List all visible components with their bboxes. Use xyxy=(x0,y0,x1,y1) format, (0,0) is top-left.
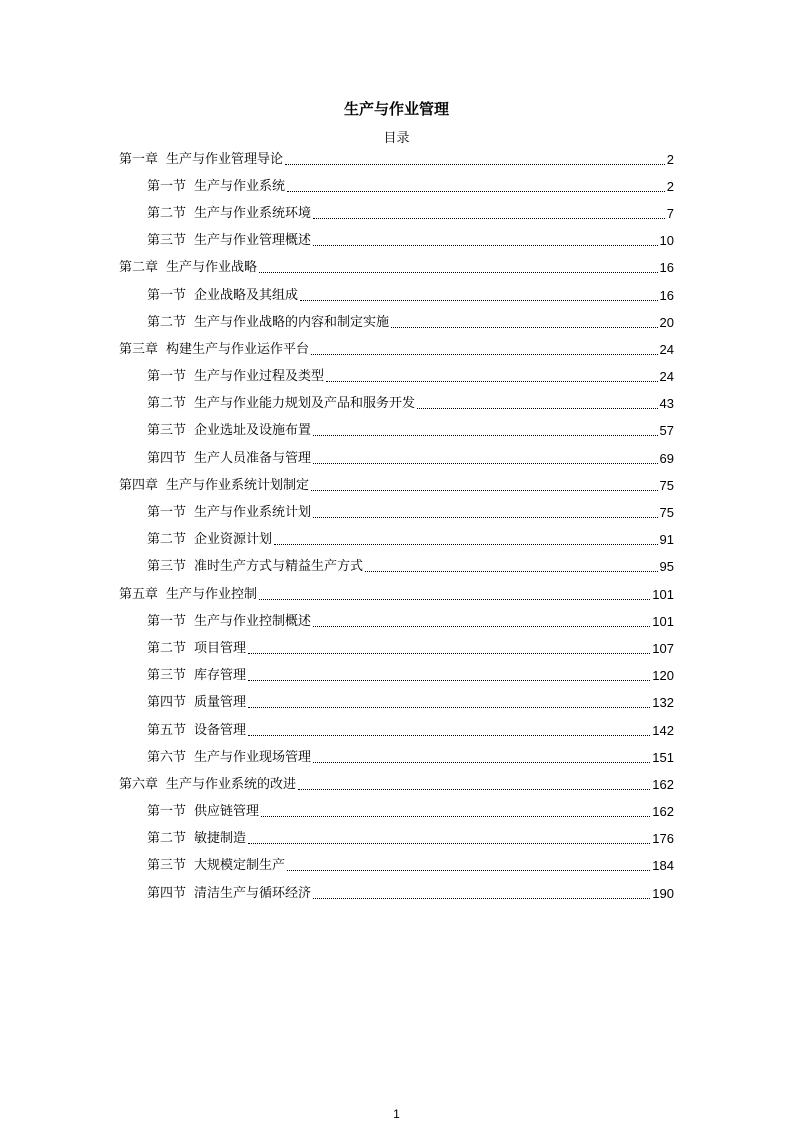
toc-entry-number: 第五节 xyxy=(147,722,187,738)
toc-entry-page: 162 xyxy=(652,804,674,820)
toc-entry-page: 91 xyxy=(659,532,674,548)
toc-section-entry[interactable] xyxy=(119,391,674,418)
toc-section-entry[interactable] xyxy=(119,445,674,472)
toc-entry-label: 生产与作业管理导论 xyxy=(166,151,284,167)
toc-entry-number: 第三章 xyxy=(119,341,159,357)
toc-dot-leader xyxy=(287,869,650,871)
toc-entry-page: 24 xyxy=(659,341,674,357)
toc-entry-page: 120 xyxy=(652,668,674,684)
toc-section-entry[interactable] xyxy=(119,228,674,255)
toc-section-entry[interactable] xyxy=(119,554,674,581)
toc-entry-page: 151 xyxy=(652,749,674,765)
toc-dot-leader xyxy=(311,489,658,491)
toc-entry-page: 16 xyxy=(659,287,674,303)
document-title: 生产与作业管理 xyxy=(343,100,449,118)
toc-entry-label: 库存管理 xyxy=(194,668,247,684)
toc-entry-page: 162 xyxy=(652,776,674,792)
toc-entry-number: 第一节 xyxy=(147,613,187,629)
toc-section-entry[interactable] xyxy=(119,527,674,554)
toc-section-entry[interactable] xyxy=(119,744,674,771)
toc-dot-leader xyxy=(313,761,650,763)
toc-section-entry[interactable] xyxy=(119,200,674,227)
toc-section-entry[interactable] xyxy=(119,282,674,309)
toc-entry-page: 132 xyxy=(652,695,674,711)
toc-entry-page: 16 xyxy=(659,260,674,276)
toc-entry-page: 75 xyxy=(659,505,674,521)
toc-section-entry[interactable] xyxy=(119,635,674,662)
toc-dot-leader xyxy=(259,271,658,273)
toc-entry-page: 20 xyxy=(659,314,674,330)
toc-entry-number: 第一节 xyxy=(147,804,187,820)
toc-entry-number: 第二节 xyxy=(147,205,187,221)
toc-dot-leader xyxy=(285,163,665,165)
toc-entry-page: 184 xyxy=(652,858,674,874)
toc-dot-leader xyxy=(313,217,665,219)
toc-entry-number: 第三节 xyxy=(147,858,187,874)
toc-entry-label: 质量管理 xyxy=(194,695,247,711)
toc-chapter-entry[interactable] xyxy=(119,581,674,608)
toc-entry-page: 176 xyxy=(652,831,674,847)
toc-dot-leader xyxy=(326,380,658,382)
toc-entry-number: 第四章 xyxy=(119,477,159,493)
toc-dot-leader xyxy=(298,788,650,790)
toc-section-entry[interactable] xyxy=(119,826,674,853)
toc-entry-number: 第二节 xyxy=(147,831,187,847)
toc-dot-leader xyxy=(313,516,658,518)
toc-entry-number: 第六章 xyxy=(119,776,159,792)
page-number: 1 xyxy=(393,1107,400,1121)
toc-entry-page: 2 xyxy=(666,151,674,167)
toc-entry-number: 第三节 xyxy=(147,559,187,575)
toc-section-entry[interactable] xyxy=(119,717,674,744)
toc-entry-number: 第一节 xyxy=(147,178,187,194)
toc-entry-number: 第四节 xyxy=(147,695,187,711)
toc-entry-label: 生产与作业控制 xyxy=(166,586,258,602)
toc-entry-label: 构建生产与作业运作平台 xyxy=(166,341,310,357)
toc-entry-label: 生产与作业管理概述 xyxy=(194,233,312,249)
toc-chapter-entry[interactable] xyxy=(119,336,674,363)
toc-entry-number: 第一节 xyxy=(147,505,187,521)
table-of-contents xyxy=(119,146,674,907)
toc-entry-page: 101 xyxy=(652,613,674,629)
toc-entry-page: 57 xyxy=(659,423,674,439)
toc-entry-label: 生产与作业控制概述 xyxy=(194,613,312,629)
toc-dot-leader xyxy=(313,625,650,627)
toc-chapter-entry[interactable] xyxy=(119,255,674,282)
toc-entry-label: 生产与作业现场管理 xyxy=(194,749,312,765)
toc-entry-number: 第三节 xyxy=(147,423,187,439)
toc-entry-label: 生产与作业过程及类型 xyxy=(194,369,325,385)
toc-dot-leader xyxy=(311,353,658,355)
toc-entry-number: 第六节 xyxy=(147,749,187,765)
toc-entry-number: 第二节 xyxy=(147,314,187,330)
toc-entry-number: 第三节 xyxy=(147,668,187,684)
toc-entry-page: 101 xyxy=(652,586,674,602)
toc-entry-number: 第一节 xyxy=(147,287,187,303)
toc-entry-label: 企业选址及设施布置 xyxy=(194,423,312,439)
toc-entry-page: 95 xyxy=(659,559,674,575)
toc-entry-label: 生产与作业战略的内容和制定实施 xyxy=(194,314,390,330)
toc-section-entry[interactable] xyxy=(119,663,674,690)
toc-entry-number: 第一节 xyxy=(147,369,187,385)
toc-dot-leader xyxy=(248,842,650,844)
toc-entry-page: 142 xyxy=(652,722,674,738)
toc-dot-leader xyxy=(248,652,650,654)
toc-section-entry[interactable] xyxy=(119,418,674,445)
toc-entry-label: 供应链管理 xyxy=(194,804,260,820)
toc-entry-page: 190 xyxy=(652,885,674,901)
toc-entry-label: 生产与作业能力规划及产品和服务开发 xyxy=(194,396,416,412)
toc-entry-number: 第三节 xyxy=(147,233,187,249)
toc-dot-leader xyxy=(248,706,650,708)
toc-section-entry[interactable] xyxy=(119,364,674,391)
toc-chapter-entry[interactable] xyxy=(119,146,674,173)
toc-section-entry[interactable] xyxy=(119,309,674,336)
toc-dot-leader xyxy=(248,679,650,681)
toc-dot-leader xyxy=(365,570,658,572)
toc-entry-page: 10 xyxy=(659,233,674,249)
toc-entry-label: 生产与作业系统的改进 xyxy=(166,776,297,792)
toc-section-entry[interactable] xyxy=(119,608,674,635)
toc-entry-page: 2 xyxy=(666,178,674,194)
toc-entry-page: 24 xyxy=(659,369,674,385)
toc-dot-leader xyxy=(300,299,658,301)
toc-entry-page: 43 xyxy=(659,396,674,412)
toc-entry-number: 第二节 xyxy=(147,640,187,656)
toc-dot-leader xyxy=(261,815,650,817)
toc-entry-number: 第二节 xyxy=(147,532,187,548)
toc-dot-leader xyxy=(248,734,650,736)
toc-entry-label: 生产与作业战略 xyxy=(166,260,258,276)
toc-chapter-entry[interactable] xyxy=(119,472,674,499)
toc-dot-leader xyxy=(259,598,650,600)
toc-dot-leader xyxy=(313,462,658,464)
toc-dot-leader xyxy=(313,244,658,246)
toc-entry-label: 生产与作业系统计划制定 xyxy=(166,477,310,493)
toc-section-entry[interactable] xyxy=(119,853,674,880)
toc-entry-label: 生产与作业系统环境 xyxy=(194,205,312,221)
toc-entry-number: 第一章 xyxy=(119,151,159,167)
toc-dot-leader xyxy=(274,543,658,545)
toc-dot-leader xyxy=(313,434,658,436)
toc-section-entry[interactable] xyxy=(119,499,674,526)
toc-entry-label: 生产人员准备与管理 xyxy=(194,450,312,466)
toc-dot-leader xyxy=(391,326,658,328)
toc-entry-label: 大规模定制生产 xyxy=(194,858,286,874)
toc-heading: 目录 xyxy=(383,131,410,146)
toc-entry-label: 准时生产方式与精益生产方式 xyxy=(194,559,364,575)
toc-dot-leader xyxy=(417,407,658,409)
toc-entry-page: 75 xyxy=(659,477,674,493)
toc-entry-page: 107 xyxy=(652,640,674,656)
toc-section-entry[interactable] xyxy=(119,799,674,826)
toc-entry-label: 项目管理 xyxy=(194,640,247,656)
toc-entry-number: 第五章 xyxy=(119,586,159,602)
toc-entry-page: 7 xyxy=(666,205,674,221)
toc-dot-leader xyxy=(313,897,650,899)
toc-entry-label: 敏捷制造 xyxy=(194,831,247,847)
toc-entry-number: 第四节 xyxy=(147,885,187,901)
toc-entry-page: 69 xyxy=(659,450,674,466)
toc-section-entry[interactable] xyxy=(119,173,674,200)
toc-section-entry[interactable] xyxy=(119,880,674,907)
toc-dot-leader xyxy=(287,190,665,192)
toc-section-entry[interactable] xyxy=(119,690,674,717)
toc-entry-number: 第四节 xyxy=(147,450,187,466)
toc-entry-label: 企业战略及其组成 xyxy=(194,287,299,303)
toc-entry-number: 第二章 xyxy=(119,260,159,276)
toc-entry-label: 企业资源计划 xyxy=(194,532,273,548)
toc-entry-label: 清洁生产与循环经济 xyxy=(194,885,312,901)
toc-entry-label: 生产与作业系统 xyxy=(194,178,286,194)
toc-chapter-entry[interactable] xyxy=(119,771,674,798)
toc-entry-number: 第二节 xyxy=(147,396,187,412)
toc-entry-label: 设备管理 xyxy=(194,722,247,738)
toc-entry-label: 生产与作业系统计划 xyxy=(194,505,312,521)
